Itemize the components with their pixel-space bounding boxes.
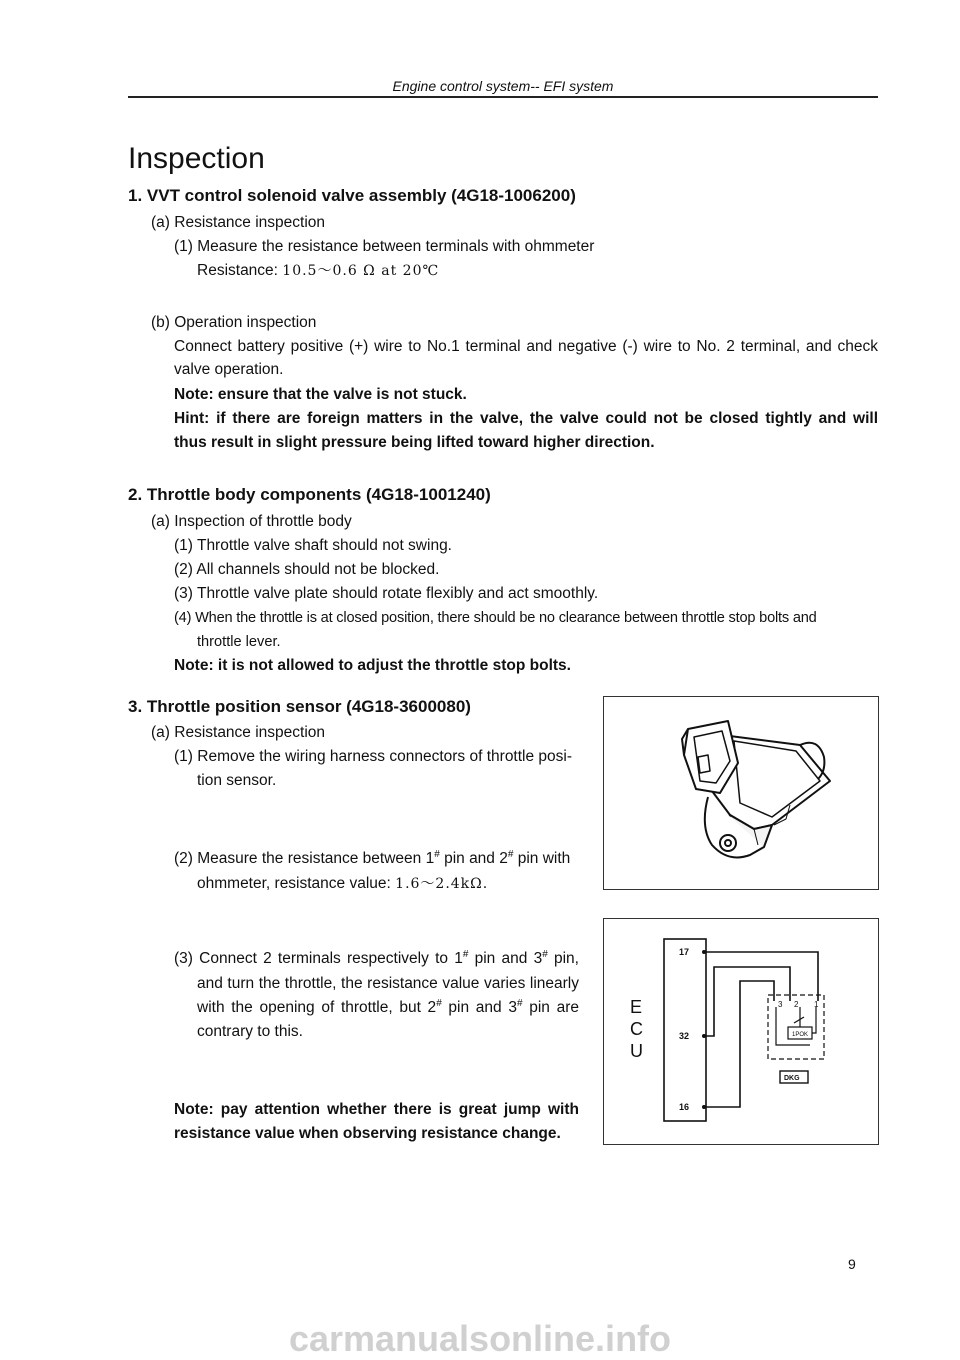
s3-step-3a	[174, 949, 579, 969]
section-3-heading: 3. Throttle position sensor (4G18-3600080)	[128, 697, 471, 716]
wiring-diagram-figure	[603, 918, 879, 1145]
s3-step-3a-text: pin,	[547, 950, 579, 967]
s1-operation-inspection: (b) Operation inspection	[151, 314, 317, 331]
s1-hint-1: Hint: if there are foreign matters in the valve, the valve could not be closed tightly and will	[174, 410, 878, 427]
s3-step-3c-text: with the opening of throttle, but 2	[197, 999, 437, 1016]
pin-32-label: 32	[679, 1031, 690, 1041]
throttle-sensor-figure	[603, 696, 879, 890]
pin-16-label: 16	[679, 1102, 690, 1112]
ecu-letter-u: U	[630, 1041, 643, 1061]
s3-step-2a-text: (2) Measure the resistance between 1	[174, 850, 435, 867]
s3-step-3b: and turn the throttle, the resistance value varies linearly	[197, 975, 579, 992]
s3-step-2b	[197, 874, 488, 894]
ecu-letter-e: E	[630, 997, 643, 1017]
watermark-text: carmanualsonline.info	[288, 1318, 672, 1359]
s3-resistance-inspection: (a) Resistance inspection	[151, 724, 326, 741]
throttle-sensor-drawing	[604, 697, 878, 889]
hash-mark: #	[516, 997, 523, 1009]
s1-step-1: (1) Measure the resistance between terminals with ohmmeter	[174, 238, 595, 255]
s3-step-2a	[174, 849, 570, 869]
hash-mark: #	[436, 997, 442, 1009]
s3-step-2a-text: pin and 2	[439, 850, 508, 867]
s2-item-3: (3) Throttle valve plate should rotate flexibly and act smoothly.	[174, 585, 599, 602]
s3-step-2b-text: ohmmeter, resistance value:	[197, 875, 396, 892]
terminal-2-label: 2	[794, 1000, 799, 1009]
s1-hint-2: thus result in slight pressure being lifted toward higher direction.	[174, 434, 655, 451]
s3-step-3c	[197, 998, 579, 1018]
sensor-code-label: 1POK	[792, 1032, 809, 1038]
s3-step-3a-text: pin and 3	[468, 950, 543, 967]
s3-step-3d: contrary to this.	[197, 1023, 303, 1040]
s3-step-3c-text: pin are	[522, 999, 580, 1016]
s2-item-1: (1) Throttle valve shaft should not swing.	[174, 537, 452, 554]
s2-inspection-throttle-body: (a) Inspection of throttle body	[151, 513, 352, 530]
s2-item-4a: (4) When the throttle is at closed position, there should be no clearance between throttle stop bolts and	[174, 610, 817, 626]
s1-resistance-value: 10.5～0.6 Ω at 20℃	[282, 263, 440, 279]
s3-resistance-value: 1.6～2.4kΩ.	[395, 876, 489, 892]
terminal-1-label: 1	[814, 1000, 819, 1009]
s2-item-2: (2) All channels should not be blocked.	[174, 561, 440, 578]
s1-resistance-inspection: (a) Resistance inspection	[151, 214, 326, 231]
hash-mark: #	[542, 948, 548, 960]
s3-step-3a-text: (3) Connect 2 terminals respectively to 1	[174, 950, 463, 967]
s2-note: Note: it is not allowed to adjust the throttle stop bolts.	[174, 657, 571, 674]
hash-mark: #	[462, 948, 469, 960]
terminal-3-label: 3	[778, 1000, 783, 1009]
hash-mark: #	[507, 848, 514, 860]
section-1-heading: 1. VVT control solenoid valve assembly (4G18-1006200)	[128, 186, 576, 205]
ecu-box	[664, 939, 706, 1121]
page-number: 9	[848, 1256, 856, 1272]
wiring-diagram	[604, 919, 878, 1144]
page-title: Inspection	[128, 142, 265, 175]
s3-step-3c-text: pin and 3	[441, 999, 517, 1016]
s2-item-4b: throttle lever.	[197, 634, 281, 650]
pin-17-label: 17	[679, 947, 690, 957]
s1-resistance-label: Resistance:	[197, 262, 283, 279]
section-2-heading: 2. Throttle body components (4G18-1001240)	[128, 485, 491, 504]
connector-label: DKG	[784, 1075, 800, 1082]
s3-note-2: resistance value when observing resistance change.	[174, 1125, 561, 1142]
s3-step-1b: tion sensor.	[197, 772, 277, 789]
s1-resistance-line	[197, 261, 439, 281]
s3-note-1: Note: pay attention whether there is great jump with	[174, 1101, 579, 1118]
s3-step-1a: (1) Remove the wiring harness connectors of throttle posi-	[174, 748, 573, 765]
s1-operation-text-1: Connect battery positive (+) wire to No.1 terminal and negative (-) wire to No. 2 terminal, and check	[174, 338, 878, 355]
wire-17	[704, 952, 818, 1001]
page-header: Engine control system-- EFI system	[128, 76, 878, 98]
s3-step-2a-text: pin with	[513, 850, 571, 867]
s1-note: Note: ensure that the valve is not stuck.	[174, 386, 467, 403]
s1-operation-text-2: valve operation.	[174, 361, 284, 378]
hash-mark: #	[434, 848, 440, 860]
ecu-letter-c: C	[630, 1019, 643, 1039]
